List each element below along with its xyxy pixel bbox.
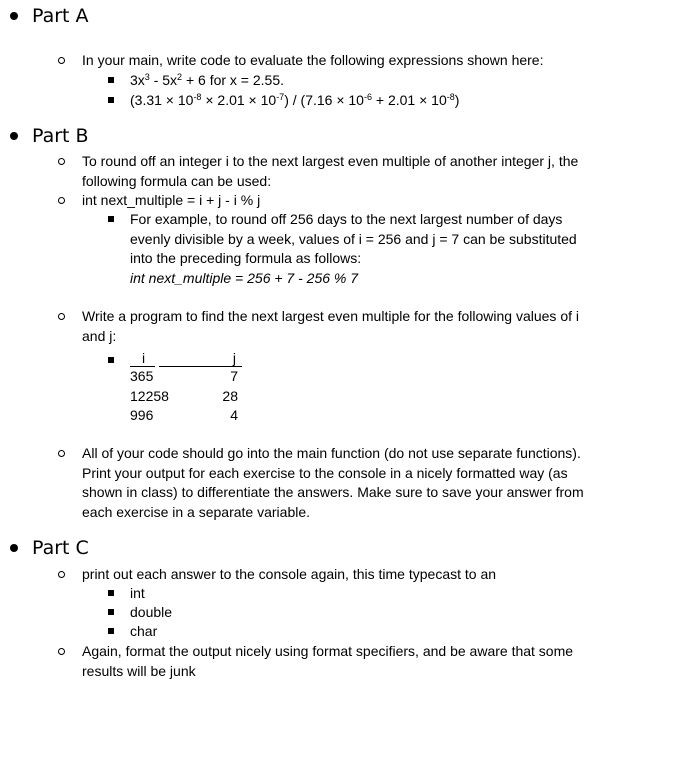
table-row: 365 7 bbox=[130, 368, 238, 384]
circle-bullet-icon bbox=[58, 158, 65, 165]
square-bullet-icon bbox=[108, 628, 114, 634]
circle-bullet-icon bbox=[58, 197, 65, 204]
expression-1: $3x^3 - 5x^2 + 6$ for x = 2.55. bbox=[130, 71, 630, 91]
square-bullet-icon bbox=[108, 216, 114, 222]
part-c-heading: Part C bbox=[0, 537, 89, 559]
table-row: 12258 28 bbox=[130, 387, 238, 404]
part-c-format-text: Again, format the output nicely using format specifiers, and be aware that some results will be junk bbox=[82, 642, 662, 681]
square-bullet-icon bbox=[108, 590, 114, 596]
square-bullet-icon bbox=[108, 77, 114, 83]
bullet-icon bbox=[10, 132, 18, 140]
part-a-heading: Part A bbox=[0, 5, 89, 27]
part-a-intro: In your main, write code to evaluate the following expressions shown here: bbox=[82, 51, 642, 71]
part-b-program-text: Write a program to find the next largest even multiple for the following values of i and j: bbox=[82, 307, 642, 346]
circle-bullet-icon bbox=[58, 313, 65, 320]
part-c-typecast-text: print out each answer to the console again, this time typecast to an bbox=[82, 565, 642, 585]
square-bullet-icon bbox=[108, 357, 114, 363]
circle-bullet-icon bbox=[58, 450, 65, 457]
type-item-double: double bbox=[130, 603, 630, 623]
example-code: int next_multiple = 256 + 7 - 256 % 7 bbox=[130, 269, 359, 286]
values-table bbox=[130, 350, 244, 426]
part-b-formula: int next_multiple = i + j - i % j bbox=[82, 191, 642, 211]
bullet-icon bbox=[10, 544, 18, 552]
column-header-i: i bbox=[142, 350, 146, 366]
part-b-instructions: All of your code should go into the main function (do not use separate functions). Print your output for each exercise to the console in a nicely formatted way (as shown in class) to differentiate the answers. Make sure to save your answer from each exercise in a separate variable. bbox=[82, 444, 662, 522]
type-item-char: char bbox=[130, 622, 630, 642]
part-b-rounding-text: To round off an integer i to the next largest even multiple of another integer j, the following formula can be used: bbox=[82, 152, 642, 191]
circle-bullet-icon bbox=[58, 571, 65, 578]
column-header-j: j bbox=[232, 350, 236, 366]
type-item-int: int bbox=[130, 584, 630, 604]
part-b-example: For example, to round off 256 days to the next largest number of days evenly divisible by a week, values of i = 256 and j = 7 can be substituted into the preceding formula as follows: int next_multiple = 256 + 7 - 256 % 7 bbox=[130, 210, 630, 288]
bullet-icon bbox=[10, 12, 18, 20]
square-bullet-icon bbox=[108, 97, 114, 103]
circle-bullet-icon bbox=[58, 57, 65, 64]
table-row: 996 4 bbox=[130, 407, 238, 423]
part-b-heading: Part B bbox=[0, 125, 89, 147]
circle-bullet-icon bbox=[58, 648, 65, 655]
expression-2: $(3.31 \times 10^{-8} \times 2.01 \times 10^{-7}) / (7.16 \times 10^{-6} + 2.01 \times 10^{-8})$ bbox=[130, 91, 670, 111]
square-bullet-icon bbox=[108, 609, 114, 615]
